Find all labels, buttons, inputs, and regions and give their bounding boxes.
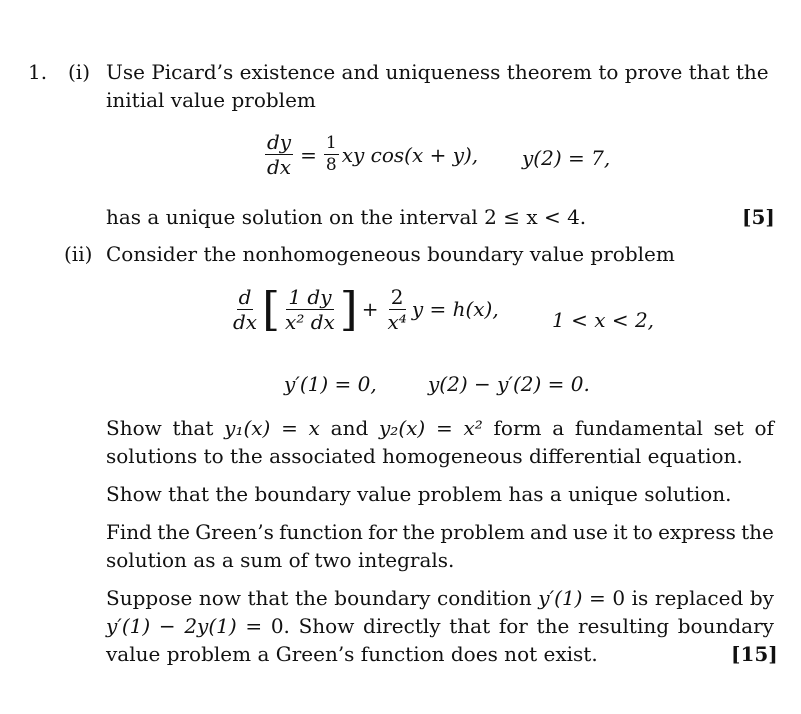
part-i-equation: $\frac{dy}{dx}$ = $\frac{1}{8}$ xy cos(x + y), xyxy=(267,130,479,179)
part-ii-marks: [15] xyxy=(731,642,778,666)
boundary-condition-1: y′(1) = 0, xyxy=(284,372,377,396)
two-over-x4-fraction: $\frac{2}{\text{x⁴}}$ xyxy=(387,284,407,334)
para-4-line-3: value problem a Green’s function does not exist. xyxy=(106,642,598,666)
para-4-line-1: Suppose now that the boundary condition y′(1) = 0 is replaced by xyxy=(106,586,774,610)
rhs-expression: xy cos(x + y), xyxy=(341,142,479,167)
para-3-line-2: solution as a sum of two integrals. xyxy=(106,548,455,572)
para-3-line-1: Find the Green’s function for the problem and use it to express the xyxy=(106,520,774,544)
para-2: Show that the boundary value problem has a unique solution. xyxy=(106,482,732,506)
domain: 1 < x < 2, xyxy=(552,308,655,332)
dy-dx-fraction: $\frac{dy}{dx}$ xyxy=(267,130,292,179)
left-bracket: [ xyxy=(262,282,281,336)
rest-expression: y = h(x), xyxy=(411,297,499,321)
question-number: 1. xyxy=(28,60,48,84)
initial-condition: y(2) = 7, xyxy=(522,146,611,170)
para-4-line-2: y′(1) − 2y(1) = 0. Show directly that for the resulting boundary xyxy=(106,614,774,638)
part-i-line-3: has a unique solution on the interval 2 ≤ x < 4. xyxy=(106,205,587,229)
d-dx-fraction: $\frac{d}{dx}$ xyxy=(233,284,258,334)
right-bracket: ] xyxy=(339,282,358,336)
part-i-marks: [5] xyxy=(742,205,775,229)
para-1-line-1: Show that y₁(x) = x and y₂(x) = x² form a fundamental set of xyxy=(106,416,774,440)
boundary-condition-2: y(2) − y′(2) = 0. xyxy=(428,372,590,396)
part-ii-equation: $\frac{d}{dx}$ [ $\frac{1 dy}{\text{x² dx}}$ ] + $\frac{2}{\text{x⁴}}$ y = h(x), xyxy=(233,282,499,336)
one-eighth-fraction: $\frac{1}{8}$ xyxy=(325,133,337,175)
inner-fraction: $\frac{1 dy}{\text{x² dx}}$ xyxy=(285,284,335,334)
part-ii-line-1: Consider the nonhomogeneous boundary value problem xyxy=(106,242,675,266)
part-i-line-2: initial value problem xyxy=(106,88,316,112)
para-1-line-2: solutions to the associated homogeneous differential equation. xyxy=(106,444,743,468)
part-i-line-1: Use Picard’s existence and uniqueness theorem to prove that the xyxy=(106,60,769,84)
part-ii-label: (ii) xyxy=(64,242,93,266)
part-i-label: (i) xyxy=(68,60,91,84)
